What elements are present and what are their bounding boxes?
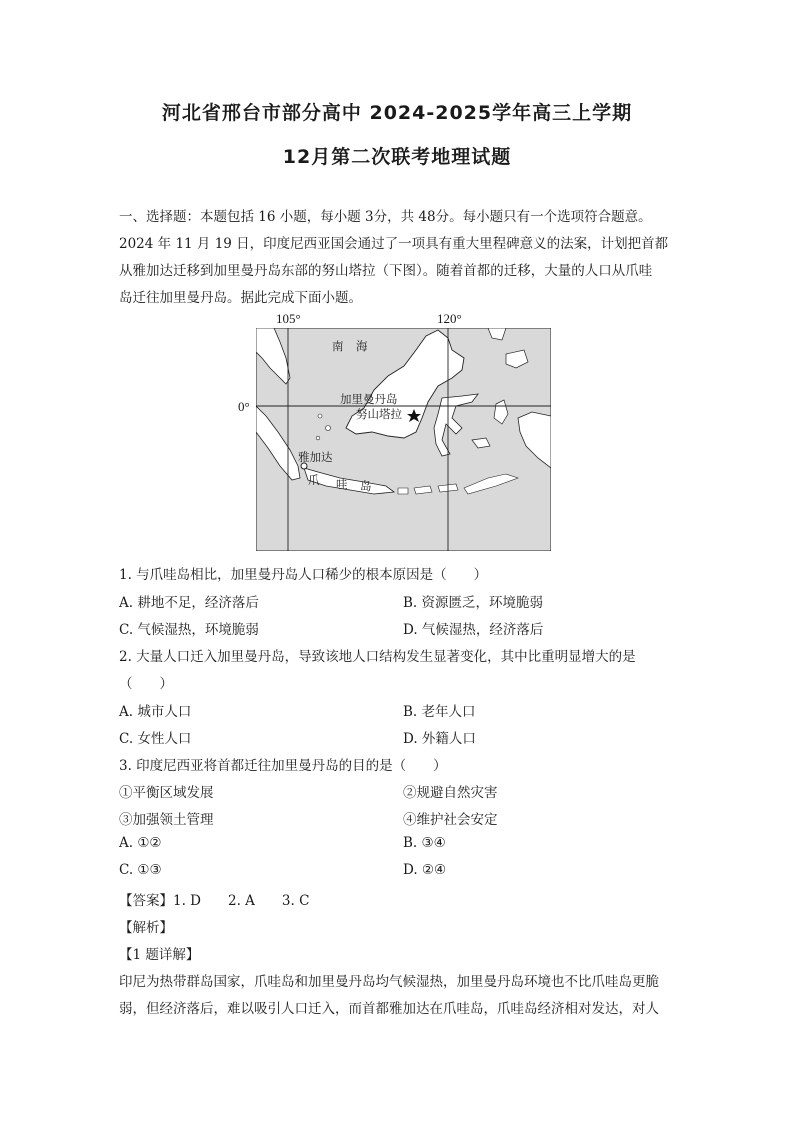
q1-option-c: C. 气候湿热，环境脆弱	[119, 622, 259, 638]
question-2-stem: 2. 大量人口迁入加里曼丹岛，导致该地人口结构发生显著变化，其中比重明显增大的是	[119, 649, 636, 665]
question-3-stem: 3. 印度尼西亚将首都迁往加里曼丹岛的目的是（ ）	[119, 758, 447, 774]
doc-title-line1: 河北省邢台市部分高中 2024-2025学年高三上学期	[161, 102, 633, 124]
map-label-kalimantan: 加里曼丹岛	[340, 392, 398, 406]
intro-line-1: 2024 年 11 月 19 日，印度尼西亚国会通过了一项具有重大里程碑意义的法案，计划把首都	[119, 236, 669, 252]
question-2-stem-cont: （ ）	[119, 676, 173, 692]
map-label-nusantara: 努山塔拉	[356, 407, 402, 421]
q3-item-4: ④维护社会安定	[403, 812, 498, 828]
analysis-label: 【解析】	[119, 920, 173, 936]
q3-option-a: A. ①②	[119, 835, 162, 851]
question-1-stem: 1. 与爪哇岛相比，加里曼丹岛人口稀少的根本原因是（ ）	[119, 567, 488, 583]
lon-label-105: 105°	[276, 311, 301, 326]
map-label-java-3: 岛	[360, 479, 372, 493]
answer-line: 【答案】1. D 2. A 3. C	[119, 893, 310, 909]
map-label-java-1: 爪	[308, 473, 320, 487]
q3-option-d: D. ②④	[403, 862, 447, 878]
q2-option-a: A. 城市人口	[119, 704, 192, 720]
indonesia-map	[256, 328, 551, 551]
q3-item-1: ①平衡区域发展	[119, 785, 214, 801]
q1-option-d: D. 气候湿热，经济落后	[403, 622, 544, 638]
map-label-hai: 海	[356, 339, 368, 353]
lat-label-0: 0°	[238, 399, 250, 414]
q1-option-b: B. 资源匮乏，环境脆弱	[403, 595, 544, 611]
q3-option-b: B. ③④	[403, 835, 446, 851]
q2-option-c: C. 女性人口	[119, 731, 192, 747]
map-label-jakarta: 雅加达	[298, 450, 333, 464]
doc-title-line2: 12月第二次联考地理试题	[282, 146, 512, 168]
q3-option-c: C. ①③	[119, 862, 162, 878]
lon-label-120: 120°	[437, 311, 462, 326]
q2-option-d: D. 外籍人口	[403, 731, 476, 747]
q1-option-a: A. 耕地不足，经济落后	[119, 595, 259, 611]
map-label-java-2: 哇	[336, 477, 348, 491]
q2-option-b: B. 老年人口	[403, 704, 476, 720]
detail-text-2: 弱，但经济落后，难以吸引人口迁入，而首都雅加达在爪哇岛，爪哇岛经济相对发达，对人	[119, 1001, 659, 1017]
q3-item-3: ③加强领土管理	[119, 812, 214, 828]
section-heading: 一、选择题：本题包括 16 小题，每小题 3分，共 48分。每小题只有一个选项符合题意。	[119, 209, 652, 225]
intro-line-3: 岛迁往加里曼丹岛。据此完成下面小题。	[119, 290, 362, 306]
detail-text-1: 印尼为热带群岛国家，爪哇岛和加里曼丹岛均气候湿热，加里曼丹岛环境也不比爪哇岛更脆	[119, 974, 659, 990]
map-label-nan: 南	[332, 339, 344, 353]
intro-line-2: 从雅加达迁移到加里曼丹岛东部的努山塔拉（下图）。随着首都的迁移，大量的人口从爪哇	[119, 263, 653, 279]
detail-label: 【1 题详解】	[119, 947, 200, 963]
q3-item-2: ②规避自然灾害	[403, 785, 498, 801]
